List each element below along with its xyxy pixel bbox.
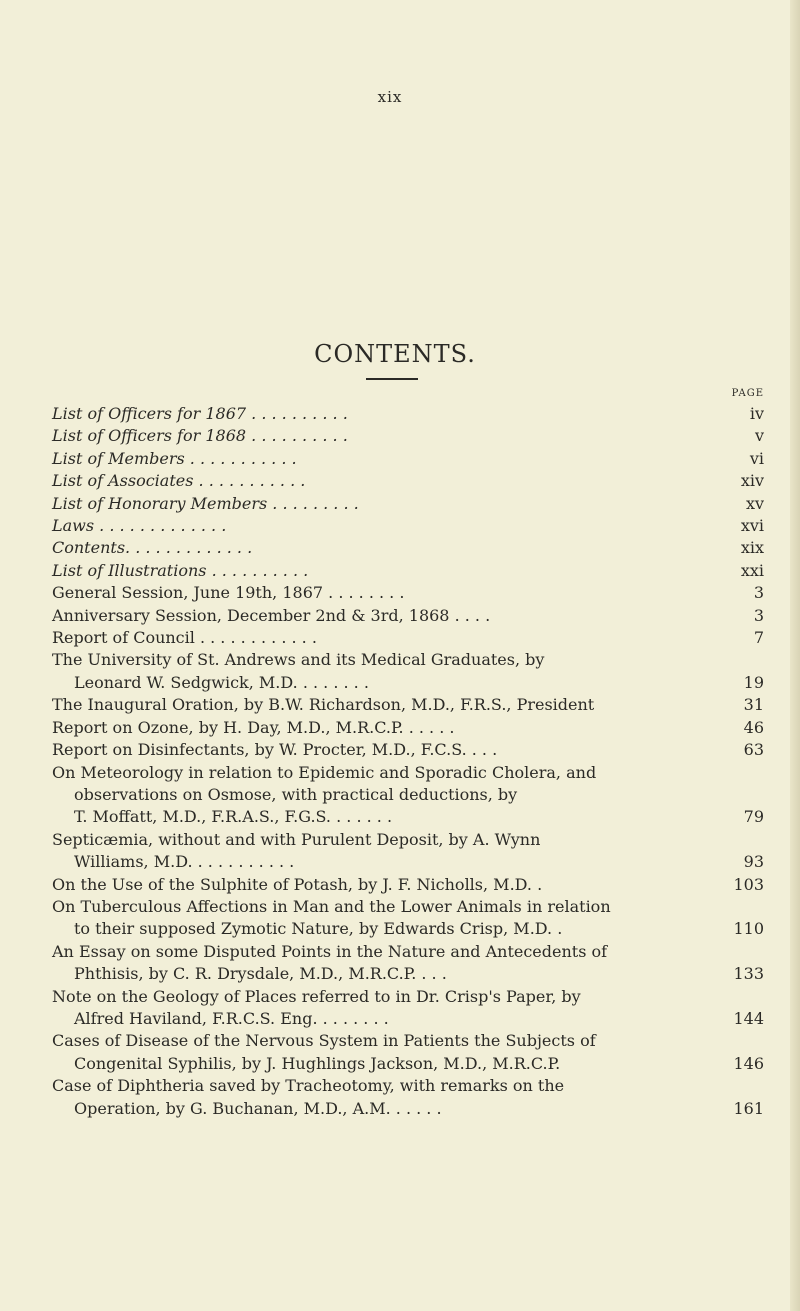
entry-page: 146 [733,1053,764,1073]
toc-entry [52,605,764,627]
toc-entry [52,941,764,986]
entry-title: An Essay on some Disputed Points in the Nature and Antecedents of [52,941,608,961]
entry-title: The University of St. Andrews and its Medical Graduates, by [52,650,545,670]
toc-entry [52,537,764,559]
entry-page: xix [740,538,764,558]
entry-page: xvi [740,516,764,536]
entry-title-continued: Williams, M.D. . . . . . . . . . . [74,852,295,872]
entry-title: Case of Diphtheria saved by Tracheotomy, with remarks on the [52,1076,565,1096]
toc-entry [52,1075,764,1120]
entry-page: xiv [740,471,764,491]
entry-page: 7 [753,628,764,648]
toc-entry [52,560,764,582]
entry-title: On Meteorology in relation to Epidemic and Sporadic Cholera, and [52,762,597,782]
toc-entry [52,515,764,537]
toc-entry [52,425,764,447]
entry-title: Cases of Disease of the Nervous System in Patients the Subjects of [52,1031,596,1051]
entry-title: General Session, June 19th, 1867 . . . . . . . . [52,583,405,603]
entry-page: 3 [753,583,764,603]
title-rule [366,378,418,380]
toc-entry [52,627,764,649]
page-edge [790,0,800,1311]
toc-entry [52,829,764,874]
entry-title-continued: Operation, by G. Buchanan, M.D., A.M. . . . . . [74,1098,442,1118]
entry-page: 19 [743,672,764,692]
toc-entry [52,403,764,425]
entry-title-continued: Phthisis, by C. R. Drysdale, M.D., M.R.C.P. . . . [74,964,447,984]
entry-page: 3 [753,605,764,625]
toc-entry [52,582,764,604]
entry-title-continued: Congenital Syphilis, by J. Hughlings Jackson, M.D., M.R.C.P. [74,1053,561,1073]
entry-page: v [754,426,764,446]
toc-entry [52,694,764,716]
entry-title-continued: T. Moffatt, M.D., F.R.A.S., F.G.S. . . . . . . [74,807,393,827]
toc-entry [52,717,764,739]
contents-list [52,403,764,1120]
entry-title: Report on Disinfectants, by W. Procter, M.D., F.C.S. . . . [52,740,498,760]
entry-page: 144 [733,1008,764,1028]
entry-title-continued: Leonard W. Sedgwick, M.D. . . . . . . . [74,672,369,692]
entry-title: Septicæmia, without and with Purulent Deposit, by A. Wynn [52,829,541,849]
entry-page: 93 [743,852,764,872]
entry-title: Note on the Geology of Places referred to in Dr. Crisp's Paper, by [52,986,581,1006]
entry-title: List of Honorary Members . . . . . . . . . [52,493,359,513]
entry-page: 133 [733,964,764,984]
entry-page: 63 [743,740,764,760]
entry-title: List of Officers for 1868 . . . . . . . . . . [52,426,348,446]
entry-title: List of Officers for 1867 . . . . . . . . . . [52,404,348,423]
entry-page: 79 [743,807,764,827]
entry-page: iv [749,404,764,423]
entry-page: vi [749,448,764,468]
toc-entry [52,762,764,829]
entry-title: The Inaugural Oration, by B.W. Richardson, M.D., F.R.S., President [52,695,595,715]
toc-entry [52,739,764,761]
toc-entry [52,649,764,694]
entry-title: Laws . . . . . . . . . . . . . [52,516,227,536]
page-number: xix [377,88,403,106]
entry-title-continued: Alfred Haviland, F.R.C.S. Eng. . . . . . . . [74,1008,389,1028]
toc-entry [52,470,764,492]
entry-title: Contents. . . . . . . . . . . . . [52,538,253,558]
toc-entry [52,986,764,1031]
entry-title-continued: to their supposed Zymotic Nature, by Edwards Crisp, M.D. . [74,919,563,939]
entry-page: 103 [733,874,764,894]
entry-page: 31 [743,695,764,715]
entry-page: 110 [733,919,764,939]
entry-title: List of Associates . . . . . . . . . . . [52,471,306,491]
entry-title: List of Illustrations . . . . . . . . . . [52,560,309,580]
toc-entry [52,1030,764,1075]
entry-title: Report on Ozone, by H. Day, M.D., M.R.C.P. . . . . . [52,717,455,737]
page-title: CONTENTS. [314,340,476,368]
toc-entry [52,874,764,896]
entry-title: Report of Council . . . . . . . . . . . . [52,628,317,648]
entry-title-continued: observations on Osmose, with practical deductions, by [74,784,518,804]
entry-title: Anniversary Session, December 2nd & 3rd, 1868 . . . . [52,605,491,625]
entry-page: xv [745,493,764,513]
toc-entry [52,493,764,515]
entry-page: xxi [740,560,764,580]
entry-title: List of Members . . . . . . . . . . . [52,448,297,468]
entry-page: 46 [743,717,764,737]
toc-entry [52,448,764,470]
toc-entry [52,896,764,941]
entry-title: On the Use of the Sulphite of Potash, by J. F. Nicholls, M.D. . [52,874,543,894]
page-column-label: PAGE [731,388,764,399]
entry-page: 161 [733,1098,764,1118]
entry-title: On Tuberculous Affections in Man and the Lower Animals in relation [52,896,611,916]
